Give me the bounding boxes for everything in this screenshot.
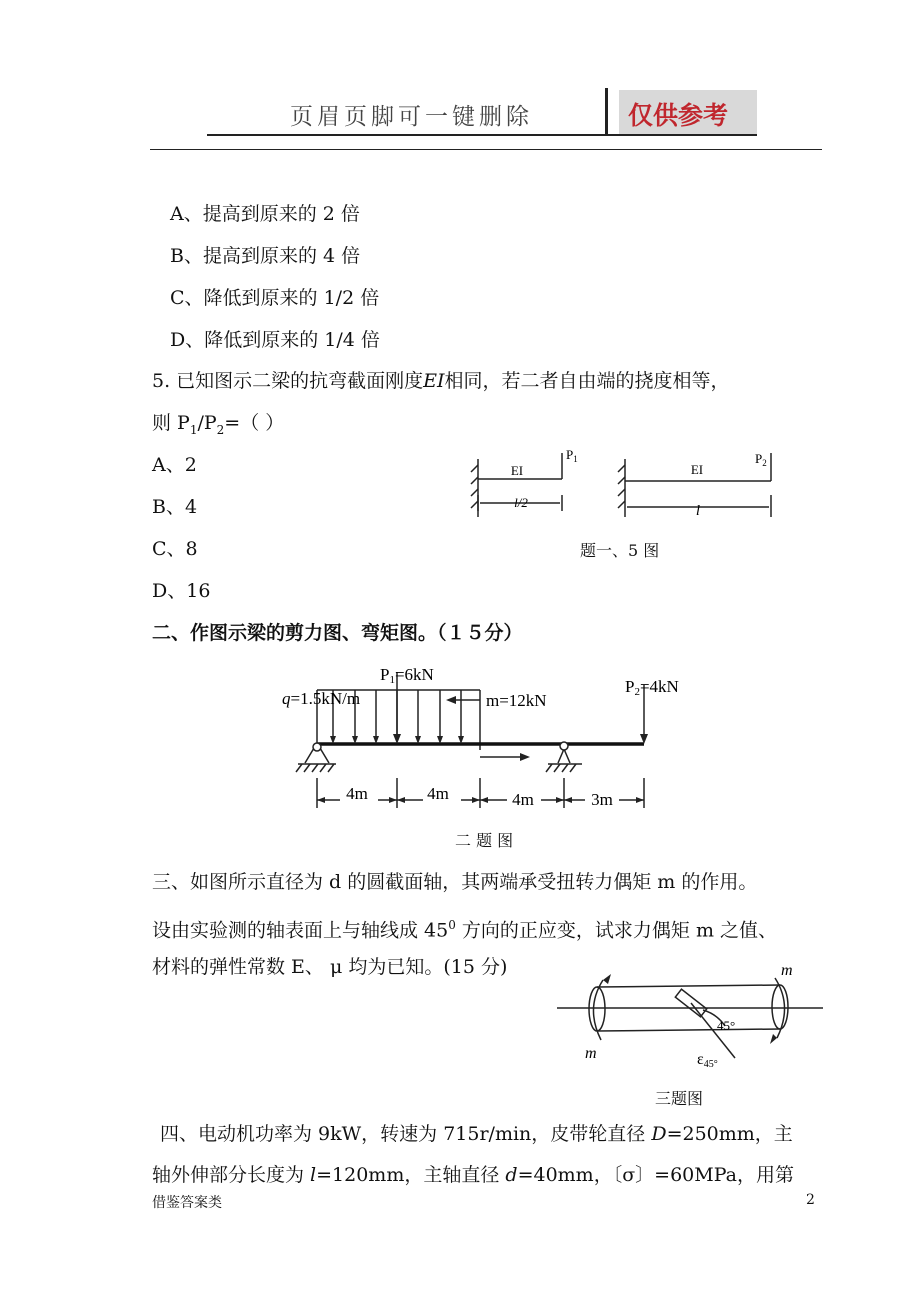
q5-beam1-load-sub: 1 [573, 454, 578, 464]
section2-dim-3: 4m [512, 790, 534, 809]
section2-title: 二、作图示梁的剪力图、弯矩图。（１５分） [152, 622, 523, 644]
q5-beam2-label: EI [690, 462, 704, 477]
q5-option-d: D、16 [152, 580, 211, 602]
section2-figure [280, 660, 700, 810]
q5-beam1-load-p: P [566, 447, 574, 462]
q5-beam1-label: EI [510, 463, 524, 478]
section3-angle: 45° [717, 1018, 736, 1033]
section3-figure-caption: 三题图 [655, 1089, 704, 1108]
header-underline [207, 134, 757, 136]
q5-figure [465, 445, 785, 535]
header-text: 页眉页脚可一键删除 [290, 104, 533, 130]
q5-stem-ei: EI [423, 370, 445, 392]
q4-option-a: A、提高到原来的 2 倍 [170, 203, 360, 225]
section3-line2 [152, 913, 777, 942]
section2-dim-4: 3m [591, 790, 613, 809]
section3-line2-suffix: 方向的正应变，试求力偶矩 m 之值、 [455, 919, 777, 942]
section2-p2 [625, 677, 679, 698]
section3-sup: 0 [448, 918, 456, 932]
q5-figure-caption: 题一、5 图 [580, 541, 660, 560]
section2-p1-sub: 1 [389, 674, 395, 686]
q5-beam2-load-p: P [755, 451, 763, 466]
q5-option-b: B、4 [152, 496, 198, 518]
section3-eps [697, 1051, 718, 1068]
section4-line2 [152, 1163, 794, 1187]
section3-eps-sub: 45° [703, 1059, 718, 1068]
section2-q [282, 689, 360, 708]
q4-option-b: B、提高到原来的 4 倍 [170, 245, 361, 267]
section4-line2-b: =120mm，主轴直径 [316, 1164, 506, 1186]
section2-p2-symbol: P [625, 677, 635, 696]
q5-option-a: A、2 [152, 454, 197, 476]
q5-beam2-load [755, 451, 767, 468]
q5-beam2-length: l [695, 503, 701, 519]
q5-ratio-suffix: =（ ） [224, 412, 285, 434]
section2-p1-val: =6kN [394, 665, 434, 684]
q5-sub2: 2 [216, 422, 225, 437]
section3-line2-prefix: 设由实验测的轴表面上与轴线成 45 [152, 919, 449, 942]
q5-stem [152, 369, 730, 393]
section2-dim-1: 4m [346, 784, 368, 803]
q5-ratio-prefix: 则 P [152, 412, 190, 434]
section2-p1 [380, 665, 434, 686]
section4-line1 [160, 1122, 793, 1146]
section2-p1-symbol: P [380, 665, 390, 684]
section2-q-val: =1.5kN/m [290, 689, 361, 708]
section3-figure [555, 958, 825, 1068]
section3-eps-symbol: ε [697, 1051, 704, 1068]
q5-sub1: 1 [189, 422, 198, 437]
q5-beam1-length: l/2 [514, 495, 528, 510]
section4-d: d [505, 1164, 518, 1186]
section4-l: l [310, 1164, 317, 1186]
section2-moment: m=12kN [486, 691, 547, 710]
section4-line2-c: =40mm，〔σ〕=60MPa，用第 [517, 1164, 794, 1186]
section3-m-top: m [781, 962, 793, 979]
q5-ratio [152, 411, 284, 442]
section2-p2-val: =4kN [639, 677, 679, 696]
footer-label: 借鉴答案类 [152, 1195, 222, 1211]
q5-beam2-load-sub: 2 [762, 458, 767, 468]
q4-option-c: C、降低到原来的 1/2 倍 [170, 287, 380, 309]
section2-dim-2: 4m [427, 784, 449, 803]
page-number: 2 [806, 1192, 815, 1208]
page-rule [150, 149, 822, 150]
section4-line1-a: 四、电动机功率为 9kW，转速为 715r/min，皮带轮直径 [160, 1123, 652, 1145]
q5-stem-prefix: 5. 已知图示二梁的抗弯截面刚度 [152, 370, 424, 392]
q5-option-c: C、8 [152, 538, 198, 560]
q5-slash: /P [197, 412, 217, 434]
section3-line3: 材料的弹性常数 E、 μ 均为已知。(15 分) [152, 956, 508, 978]
section3-line1: 三、如图所示直径为 d 的圆截面轴，其两端承受扭转力偶矩 m 的作用。 [152, 871, 758, 893]
section4-line2-a: 轴外伸部分长度为 [152, 1164, 311, 1186]
section3-m-bottom: m [585, 1045, 597, 1062]
section4-line1-b: =250mm，主 [666, 1123, 793, 1145]
header-divider [605, 88, 608, 134]
section2-p2-sub: 2 [634, 686, 640, 698]
header-badge: 仅供参考 [628, 101, 729, 130]
section2-figure-caption: 二 题 图 [455, 831, 514, 850]
q5-beam1-load [566, 447, 578, 464]
section2-q-symbol: q [282, 689, 291, 708]
section4-D: D [651, 1123, 667, 1145]
q4-option-d: D、降低到原来的 1/4 倍 [170, 329, 380, 351]
q5-stem-suffix: 相同，若二者自由端的挠度相等， [444, 370, 730, 392]
